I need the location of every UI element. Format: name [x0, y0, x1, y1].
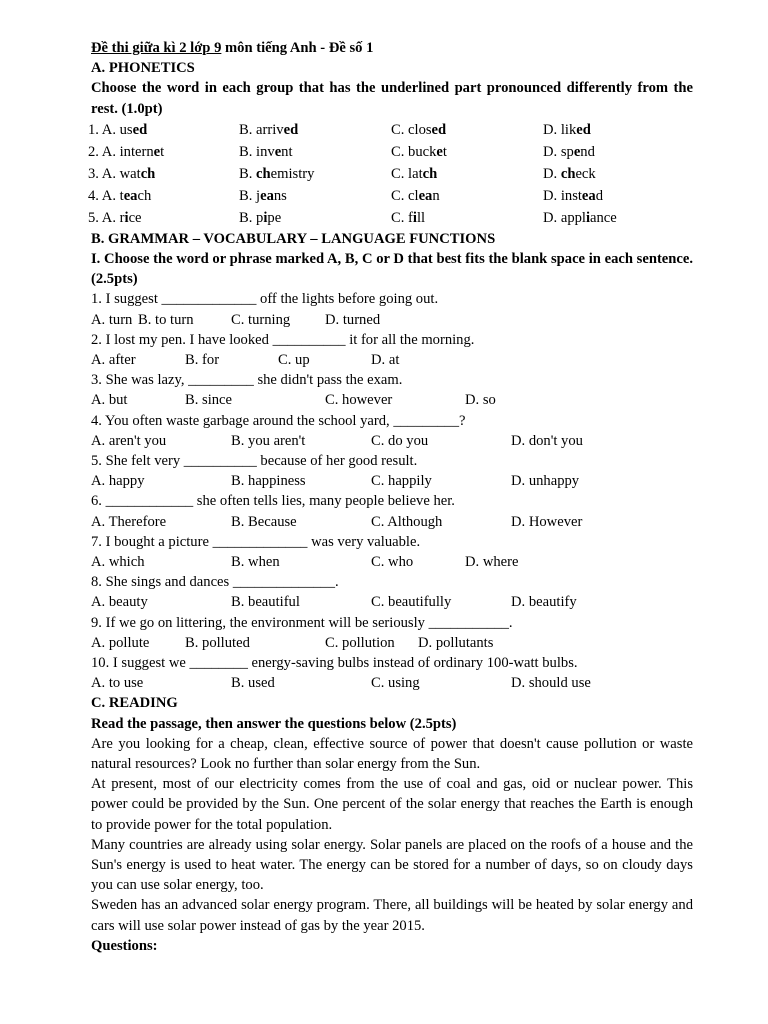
phonetics-item-number: 3. A. [88, 165, 120, 182]
phonetics-option: D. spend [543, 143, 595, 160]
underlined-sound: ed [132, 121, 148, 138]
reading-instruction: Read the passage, then answer the questions below (2.5pts) [91, 715, 457, 732]
answer-option: D. However [511, 513, 583, 530]
underlined-sound: ea [581, 187, 596, 204]
phonetics-option: D. instead [543, 187, 603, 204]
underlined-sound: ch [560, 165, 576, 182]
passage-paragraph: Are you looking for a cheap, clean, effective source of power that doesn't cause pollution or waste natural resources? Look no further than solar energy from the Sun. [91, 735, 693, 772]
passage-paragraph: At present, most of our electricity comes from the use of coal and gas, oid or nuclear power. This power could be provided by the Sun. One percent of the solar energy that reaches the Earth is enough to provide power for the total population. [91, 776, 693, 833]
phonetics-table [88, 119, 693, 229]
answer-option: B. used [231, 675, 275, 692]
phonetics-item-number: 2. A. [88, 143, 120, 160]
phonetics-option: 3. A. watch [88, 165, 156, 182]
answer-option: A. pollute [91, 634, 150, 651]
passage-paragraph: Sweden has an advanced solar energy program. There, all buildings will be heated by solar energy and cars will use solar power instead of gas by the year 2015. [91, 897, 693, 934]
phonetics-option: B. pipe [239, 209, 282, 226]
answer-option: A. turn [91, 311, 133, 328]
phonetics-option: D. liked [543, 121, 591, 138]
underlined-sound: i [263, 209, 268, 226]
section-b-heading: B. GRAMMAR – VOCABULARY – LANGUAGE FUNCTIONS [91, 230, 496, 247]
answer-option: D. unhappy [511, 473, 580, 490]
answer-option: D. beautify [511, 594, 577, 611]
answer-option: D. should use [511, 675, 591, 692]
questions-label: Questions: [91, 937, 158, 954]
options-row [91, 471, 693, 491]
answer-option: D. don't you [511, 432, 583, 449]
answer-option: A. Therefore [91, 513, 167, 530]
underlined-sound: e [153, 143, 161, 160]
phonetics-option: B. arrived [239, 121, 299, 138]
answer-option: B. since [185, 392, 233, 409]
phonetics-option: 4. A. teach [88, 187, 152, 204]
underlined-sound: ch [422, 165, 438, 182]
answer-option: A. beauty [91, 594, 148, 611]
answer-option: C. who [371, 553, 414, 570]
question-text: 8. She sings and dances ______________. [91, 574, 339, 591]
underlined-sound: ed [431, 121, 447, 138]
answer-option: D. where [465, 553, 519, 570]
question-text: 2. I lost my pen. I have looked __________ it for all the morning. [91, 331, 475, 348]
phonetics-option: C. closed [391, 121, 447, 138]
answer-option: C. happily [371, 473, 432, 490]
answer-option: C. beautifully [371, 594, 452, 611]
title-underlined: Đề thi giữa kì 2 lớp 9 [91, 40, 222, 56]
answer-option: D. at [371, 352, 400, 369]
grammar-instruction: I. Choose the word or phrase marked A, B, C or D that best fits the blank space in each sentence. (2.5pts) [91, 251, 693, 288]
answer-option: A. to use [91, 675, 144, 692]
phonetics-option: C. clean [391, 187, 440, 204]
answer-option: C. Although [371, 513, 443, 530]
phonetics-option: 2. A. internet [88, 143, 165, 160]
passage-paragraph: Many countries are already using solar energy. Solar panels are placed on the roofs of a house and the Sun's energy is used to heat water. The energy can be stored for a number of days, so on cloudy days you can use solar energy, too. [91, 836, 693, 894]
question-text: 4. You often waste garbage around the school yard, _________? [91, 412, 466, 429]
answer-option: D. turned [325, 311, 381, 328]
answer-option: B. beautiful [231, 594, 300, 611]
underlined-sound: e [573, 143, 581, 160]
title-rest: môn tiếng Anh - Đề số 1 [221, 40, 374, 56]
options-row [91, 512, 693, 532]
question-text: 5. She felt very __________ because of her good result. [91, 452, 418, 469]
question-text: 10. I suggest we ________ energy-saving bulbs instead of ordinary 100-watt bulbs. [91, 654, 578, 671]
underlined-sound: ed [576, 121, 591, 138]
underlined-sound: ch [256, 165, 271, 182]
answer-option: C. up [278, 352, 310, 369]
underlined-sound: i [585, 209, 591, 226]
options-row [91, 431, 693, 451]
answer-option: B. polluted [185, 634, 250, 651]
phonetics-row [88, 141, 693, 163]
phonetics-row [88, 207, 693, 229]
underlined-sound: i [412, 209, 417, 226]
answer-option: C. however [325, 392, 393, 409]
underlined-sound: ch [140, 165, 156, 182]
phonetics-option: 5. A. rice [88, 209, 142, 226]
answer-option: A. happy [91, 473, 145, 490]
answer-option: C. turning [231, 311, 291, 328]
options-row [91, 633, 693, 653]
phonetics-option: B. jeans [239, 187, 287, 204]
phonetics-item-number: 4. A. [88, 187, 120, 204]
phonetics-item-number: 5. A. [88, 209, 120, 226]
answer-option: C. using [371, 675, 420, 692]
answer-option: C. do you [371, 432, 429, 449]
phonetics-option: D. check [543, 165, 596, 182]
phonetics-option: C. latch [391, 165, 438, 182]
underlined-sound: e [436, 143, 443, 160]
underlined-sound: ea [123, 187, 138, 204]
answer-option: C. pollution [325, 634, 395, 651]
phonetics-row [88, 163, 693, 185]
answer-option: B. when [231, 553, 280, 570]
phonetics-row [88, 185, 693, 207]
phonetics-option: B. invent [239, 143, 293, 160]
question-text: 9. If we go on littering, the environment will be seriously ___________. [91, 614, 513, 631]
question-text: 1. I suggest _____________ off the lights before going out. [91, 291, 439, 308]
question-text: 6. ____________ she often tells lies, many people believe her. [91, 493, 455, 510]
answer-option: B. for [185, 352, 220, 369]
underlined-sound: e [274, 143, 282, 160]
options-row [91, 350, 693, 370]
answer-option: B. Because [231, 513, 297, 530]
answer-option: A. but [91, 392, 128, 409]
options-row [91, 592, 693, 612]
answer-option: D. pollutants [418, 634, 494, 651]
phonetics-instruction: Choose the word in each group that has the underlined part pronounced differently from the rest. (1.0pt) [91, 80, 693, 117]
question-text: 3. She was lazy, _________ she didn't pass the exam. [91, 372, 403, 389]
underlined-sound: ed [283, 121, 299, 138]
options-row [91, 390, 693, 410]
answer-option: A. aren't you [91, 432, 167, 449]
underlined-sound: ea [418, 187, 433, 204]
answer-option: D. so [465, 392, 496, 409]
phonetics-option: B. chemistry [239, 165, 315, 182]
phonetics-option: C. fill [391, 209, 426, 226]
phonetics-option: D. appliance [543, 209, 617, 226]
answer-option: B. happiness [231, 473, 306, 490]
section-a-heading: A. PHONETICS [91, 60, 195, 77]
options-row [91, 552, 693, 572]
underlined-sound: i [124, 209, 129, 226]
question-text: 7. I bought a picture _____________ was very valuable. [91, 533, 421, 550]
grammar-questions [91, 289, 693, 693]
phonetics-row [88, 119, 693, 141]
document-title [91, 38, 693, 58]
options-row [91, 310, 693, 330]
phonetics-item-number: 1. A. [88, 121, 120, 138]
underlined-sound: ea [260, 187, 274, 204]
phonetics-option: C. bucket [391, 143, 447, 160]
section-c-heading: C. READING [91, 695, 178, 712]
answer-option: A. after [91, 352, 136, 369]
options-row [91, 673, 693, 693]
answer-option: A. which [91, 553, 145, 570]
phonetics-option: 1. A. used [88, 121, 148, 138]
answer-option: B. you aren't [231, 432, 306, 449]
answer-option: B. to turn [138, 311, 194, 328]
